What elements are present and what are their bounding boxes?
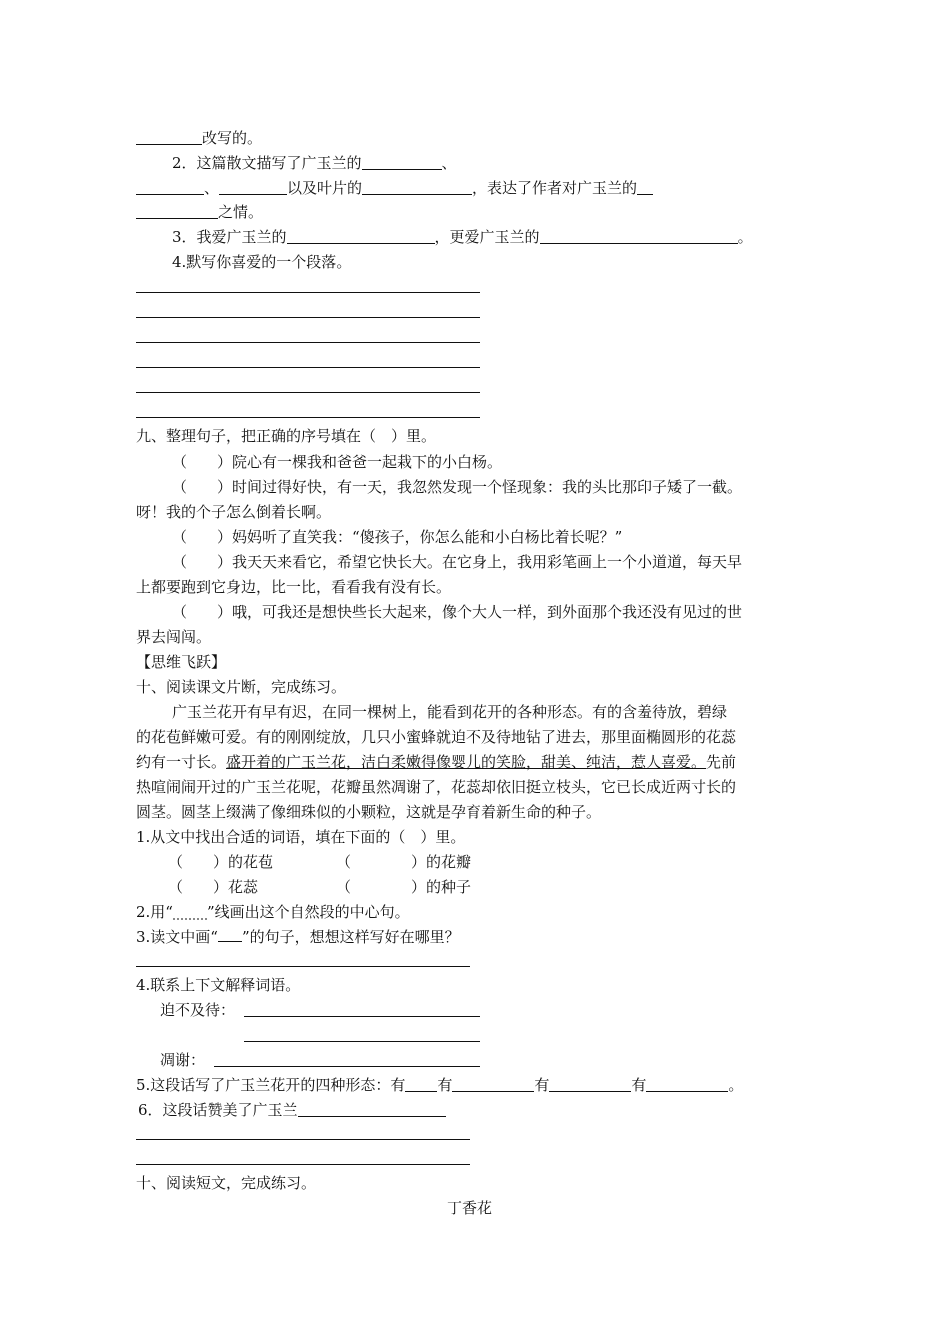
- text: 、: [204, 179, 220, 197]
- straight-line-icon: [218, 927, 242, 942]
- text: 6．这段话赞美了广玉兰: [138, 1101, 298, 1119]
- wavy-line-icon: [173, 904, 207, 920]
- text: 2.用“: [136, 903, 173, 921]
- writing-line[interactable]: [214, 1066, 480, 1067]
- writing-line[interactable]: [136, 417, 480, 418]
- section-heading: 【思维飞跃】: [136, 653, 227, 671]
- passage-line: 的花苞鲜嫩可爱。有的刚刚绽放，几只小蜜蜂就迫不及待地钻了进去，那里面椭圆形的花蕊: [136, 728, 737, 746]
- answer-blank[interactable]: [362, 178, 472, 195]
- text: 先前: [706, 753, 737, 771]
- text: 。: [728, 1076, 744, 1094]
- answer-blank[interactable]: [298, 1100, 446, 1117]
- sentence-item: （ ）时间过得好快，有一天，我忽然发现一个怪现象：我的头比那印子矮了一截。: [172, 478, 743, 496]
- answer-blank[interactable]: [136, 178, 204, 195]
- text: 有: [631, 1076, 647, 1094]
- question-text: 2．这篇散文描写了广玉兰的: [172, 154, 362, 172]
- text: ，表达了作者对广玉兰的: [472, 179, 638, 197]
- question-3: [136, 925, 460, 949]
- sentence-item-cont: 上都要跑到它身边，比一比，看看我有没有长。: [136, 578, 452, 596]
- answer-blank[interactable]: [646, 1075, 728, 1092]
- text: 之情。: [218, 203, 264, 221]
- answer-blank[interactable]: [452, 1075, 534, 1092]
- section-10-title: 十、阅读课文片断，完成练习。: [136, 678, 347, 696]
- text: ”的句子，想想这样写好在哪里？: [241, 928, 460, 946]
- passage-line: [136, 750, 736, 774]
- word-row: [160, 998, 235, 1022]
- answer-blank[interactable]: [362, 153, 442, 170]
- fill-blank-item[interactable]: （ ）的种子: [336, 878, 472, 896]
- text: 改写的。: [202, 129, 263, 147]
- question-2: [136, 900, 410, 924]
- answer-blank[interactable]: [287, 227, 435, 244]
- question-6: [138, 1098, 446, 1122]
- writing-line[interactable]: [136, 292, 480, 293]
- writing-line[interactable]: [136, 392, 480, 393]
- text: ，更爱广玉兰的: [434, 228, 540, 246]
- q3-line: [172, 225, 753, 249]
- text: 有: [437, 1076, 453, 1094]
- writing-line[interactable]: [136, 342, 480, 343]
- writing-line[interactable]: [136, 367, 480, 368]
- answer-blank[interactable]: [136, 202, 218, 219]
- answer-blank[interactable]: [219, 178, 287, 195]
- text: 、: [441, 154, 457, 172]
- word-row: [160, 1048, 205, 1072]
- text: 以及叶片的: [287, 179, 363, 197]
- text: 3.读文中画“: [136, 928, 218, 946]
- underlined-sentence: 盛开着的广玉兰花，洁白柔嫩得像婴儿的笑脸，甜美、纯洁，惹人喜爱。: [226, 753, 707, 771]
- word-label: 凋谢：: [160, 1051, 206, 1069]
- answer-blank[interactable]: [637, 178, 653, 195]
- word-label: 迫不及待：: [160, 1001, 236, 1019]
- question-text: 3．我爱广玉兰的: [172, 228, 287, 246]
- writing-line[interactable]: [136, 317, 480, 318]
- sentence-item-cont: 呀！我的个子怎么倒着长啊。: [136, 503, 332, 521]
- q2-line1: [172, 151, 457, 175]
- writing-line[interactable]: [136, 1139, 470, 1140]
- article-title: 丁香花: [447, 1199, 493, 1217]
- writing-line[interactable]: [136, 1164, 470, 1165]
- writing-line[interactable]: [244, 1016, 480, 1017]
- question-1: 1.从文中找出合适的词语，填在下面的（ ）里。: [136, 828, 466, 846]
- text: 5.这段话写了广玉兰花开的四种形态：有: [136, 1076, 406, 1094]
- sentence-item-cont: 界去闯闯。: [136, 628, 212, 646]
- question-5: [136, 1073, 743, 1097]
- answer-blank[interactable]: [549, 1075, 631, 1092]
- fill-blank-item[interactable]: （ ）的花瓣: [336, 853, 472, 871]
- passage-line: 热喧闹闹开过的广玉兰花呢，花瓣虽然凋谢了，花蕊却依旧挺立枝头，它已长成近两寸长的: [136, 778, 737, 796]
- fill-blank-item[interactable]: （ ）的花苞: [168, 853, 274, 871]
- q4-prompt: 4.默写你喜爱的一个段落。: [172, 253, 352, 271]
- text: 有: [534, 1076, 550, 1094]
- writing-line[interactable]: [244, 1041, 480, 1042]
- question-4: 4.联系上下文解释词语。: [136, 976, 301, 994]
- passage-line: 广玉兰花开有早有迟，在同一棵树上，能看到花开的各种形态。有的含羞待放，碧绿: [172, 703, 728, 721]
- passage-line: 圆茎。圆茎上缀满了像细珠似的小颗粒，这就是孕育着新生命的种子。: [136, 803, 602, 821]
- text: ”线画出这个自然段的中心句。: [206, 903, 410, 921]
- sentence-item: （ ）哦，可我还是想快些长大起来，像个大人一样，到外面那个我还没有见过的世: [172, 603, 743, 621]
- q2-line2: [136, 176, 653, 200]
- section-9-title: 九、整理句子，把正确的序号填在（ ）里。: [136, 427, 437, 445]
- answer-blank[interactable]: [540, 227, 738, 244]
- writing-line[interactable]: [136, 966, 470, 967]
- text: 。: [737, 228, 753, 246]
- q1-line-end: [136, 126, 262, 150]
- text: 约有一寸长。: [136, 753, 227, 771]
- answer-blank[interactable]: [405, 1075, 437, 1092]
- sentence-item: （ ）我天天来看它，希望它快长大。在它身上，我用彩笔画上一个小道道，每天早: [172, 553, 743, 571]
- q2-line3: [136, 200, 263, 224]
- section-11-title: 十、阅读短文，完成练习。: [136, 1174, 317, 1192]
- sentence-item: （ ）院心有一棵我和爸爸一起栽下的小白杨。: [172, 453, 503, 471]
- sentence-item: （ ）妈妈听了直笑我：“傻孩子，你怎么能和小白杨比着长呢？”: [172, 528, 623, 546]
- fill-blank-item[interactable]: （ ）花蕊: [168, 878, 259, 896]
- answer-blank[interactable]: [136, 128, 202, 145]
